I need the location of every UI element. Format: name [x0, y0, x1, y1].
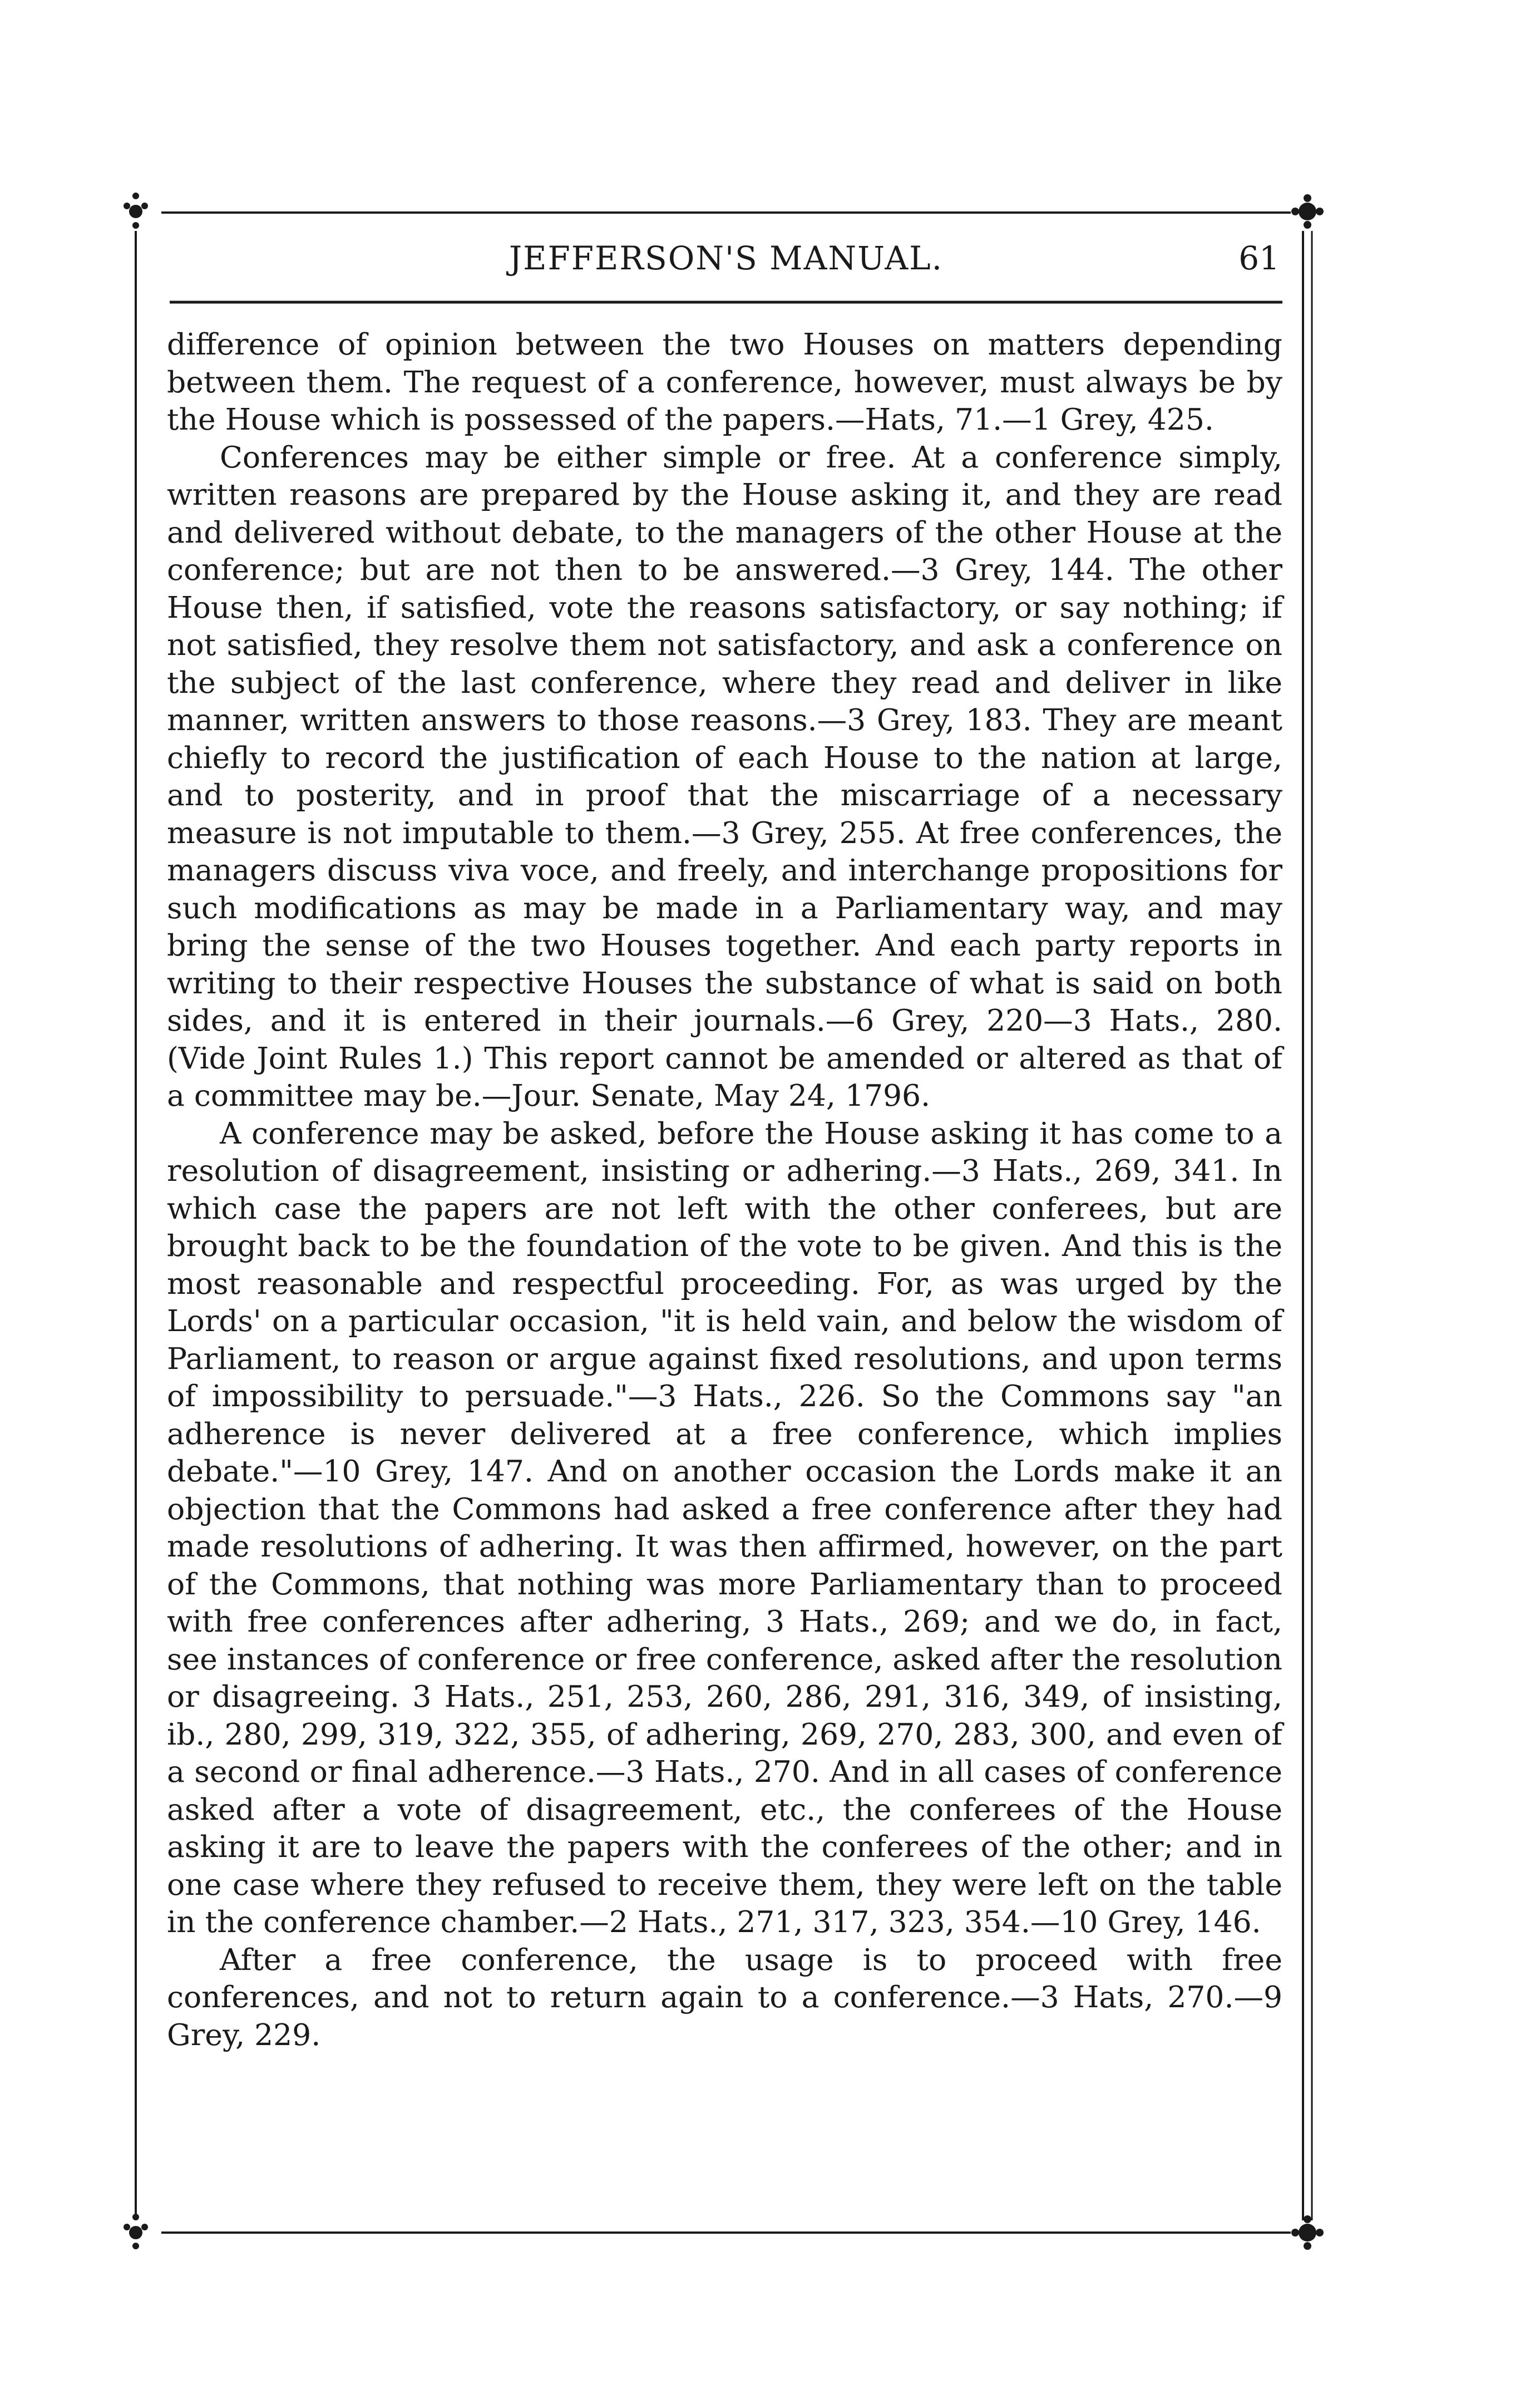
page-number: 61	[1238, 239, 1280, 277]
body-text	[167, 326, 1282, 2053]
fleuron-icon	[1291, 194, 1324, 229]
running-title: JEFFERSON'S MANUAL.	[509, 239, 944, 277]
page-header	[172, 239, 1280, 289]
paragraph: Conferences may be either simple or free. At a conference simply, written reasons are prepared by the House asking it, and they are read and delivered without debate, to the managers of the other House at the conference; but are not then to be answered.—3 Grey, 144. The other House then, if satisfied, vote the reasons satisfactory, or say nothing; if not satisfied, they resolve them not satisfactory, and ask a conference on the subject of the last conference, where they read and deliver in like manner, written answers to those reasons.—3 Grey, 183. They are meant chiefly to record the justification of each House to the nation at large, and to posterity, and in proof that the miscarriage of a necessary measure is not imputable to them.—3 Grey, 255. At free conferences, the managers discuss viva voce, and freely, and interchange propositions for such modifications as may be made in a Parliamentary way, and may bring the sense of the two Houses together. And each party reports in writing to their respective Houses the substance of what is said on both sides, and it is entered in their journals.—6 Grey, 220—3 Hats., 280. (Vide Joint Rules 1.) This report cannot be amended or altered as that of a committee may be.—Jour. Senate, May 24, 1796.	[167, 439, 1282, 1113]
fleuron-icon	[124, 2214, 148, 2249]
fleuron-icon	[124, 193, 148, 229]
paragraph: A conference may be asked, before the House asking it has come to a resolution of disagreement, insisting or adhering.—3 Hats., 269, 341. In which case the papers are not left with the other conferees, but are brought back to be the foundation of the vote to be given. And this is the most reasonable and respectful proceeding. For, as was urged by the Lords' on a particular occasion, "it is held vain, and below the wisdom of Parliament, to reason or argue against fixed resolutions, and upon terms of impossibility to persuade."—3 Hats., 226. So the Commons say "an adherence is never delivered at a free conference, which implies debate."—10 Grey, 147. And on another occasion the Lords make it an objection that the Commons had asked a free conference after they had made resolutions of adhering. It was then affirmed, however, on the part of the Commons, that nothing was more Parliamentary than to proceed with free conferences after adhering, 3 Hats., 269; and we do, in fact, see instances of conference or free conference, asked after the resolution or disagreeing. 3 Hats., 251, 253, 260, 286, 291, 316, 349, of insisting, ib., 280, 299, 319, 322, 355, of adhering, 269, 270, 283, 300, and even of a second or final adherence.—3 Hats., 270. And in all cases of conference asked after a vote of disagreement, etc., the conferees of the House asking it are to leave the papers with the conferees of the other; and in one case where they refused to receive them, they were left on the table in the conference chamber.—2 Hats., 271, 317, 323, 354.—10 Grey, 146.	[167, 1115, 1282, 1939]
paragraph: After a free conference, the usage is to proceed with free conferences, and not to return again to a conference.—3 Hats, 270.—9 Grey, 229.	[167, 1942, 1282, 2052]
paragraph: difference of opinion between the two Houses on matters depending between them. The request of a conference, however, must always be by the House which is possessed of the papers.—Hats, 71.—1 Grey, 425.	[167, 327, 1282, 437]
fleuron-icon	[1291, 2215, 1324, 2250]
